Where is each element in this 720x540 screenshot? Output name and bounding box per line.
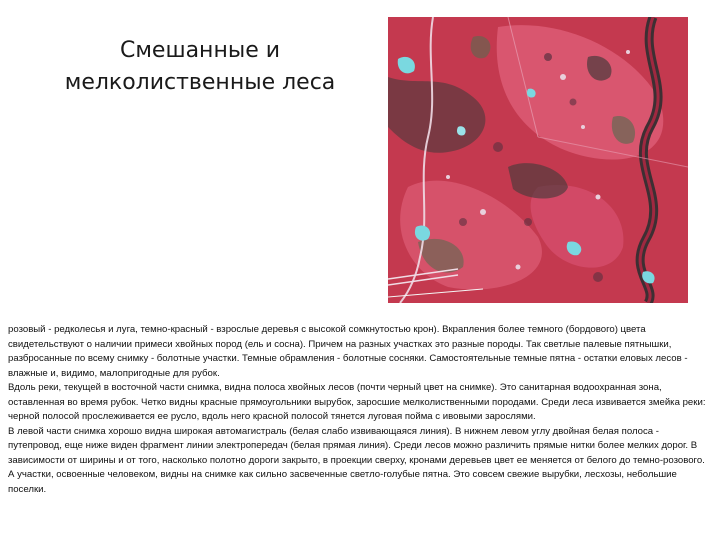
slide-title [20, 35, 380, 99]
satellite-image [388, 17, 688, 303]
description-text [8, 323, 713, 497]
paragraph-2: Вдоль реки, текущей в восточной части снимка, видна полоса хвойных лесов (почти черный цвет на снимке). Это санитарная водоохранная зона, оставленная во время рубок. Четко видны красные прямоугольники вырубок, заросшие мелколиственными породами. Среди леса извивается змейка реки: черной полосой прослеживается ее русло, вдоль него красной полосой тянется луговая пойма с ивовыми зарослями. [8, 382, 706, 422]
paragraph-3: В левой части снимка хорошо видна широкая автомагистраль (белая слабо извивающаяся линия). В нижнем левом углу двойная белая полоса - путепровод, еще ниже виден фрагмент линии электропередач (белая прямая линия). Среди лесов можно различить прямые нитки более мелких дорог. В зависимости от ширины и от того, насколько полотно дороги закрыто, в проекции сверху, кронами деревьев цвет ее меняется от белого до темно-розового. А участки, освоенные человеком, видны на снимке как сильно засвеченные светло-голубые пятна. Это совсем свежие вырубки, лесхозы, небольшие поселки. [8, 425, 705, 495]
title-line-1: Смешанные и [119, 37, 281, 63]
title-line-2: мелколиственные леса [64, 69, 336, 95]
satellite-image-graphic [388, 17, 688, 303]
paragraph-1: розовый - редколесья и луга, темно-красный - взрослые деревья с высокой сомкнутостью крон). Вкрапления более темного (бордового) цвета свидетельствуют о наличии примеси хвойных пород (ель и сосна). Причем на разных участках это разные породы. Так светлые палевые пятнышки, разбросанные по всему снимку - болотные участки. Темные обрамления - болотные сосняки. Самостоятельные темные пятна - остатки еловых лесов - влажные и, видимо, малопригодные для рубок. [8, 324, 688, 379]
